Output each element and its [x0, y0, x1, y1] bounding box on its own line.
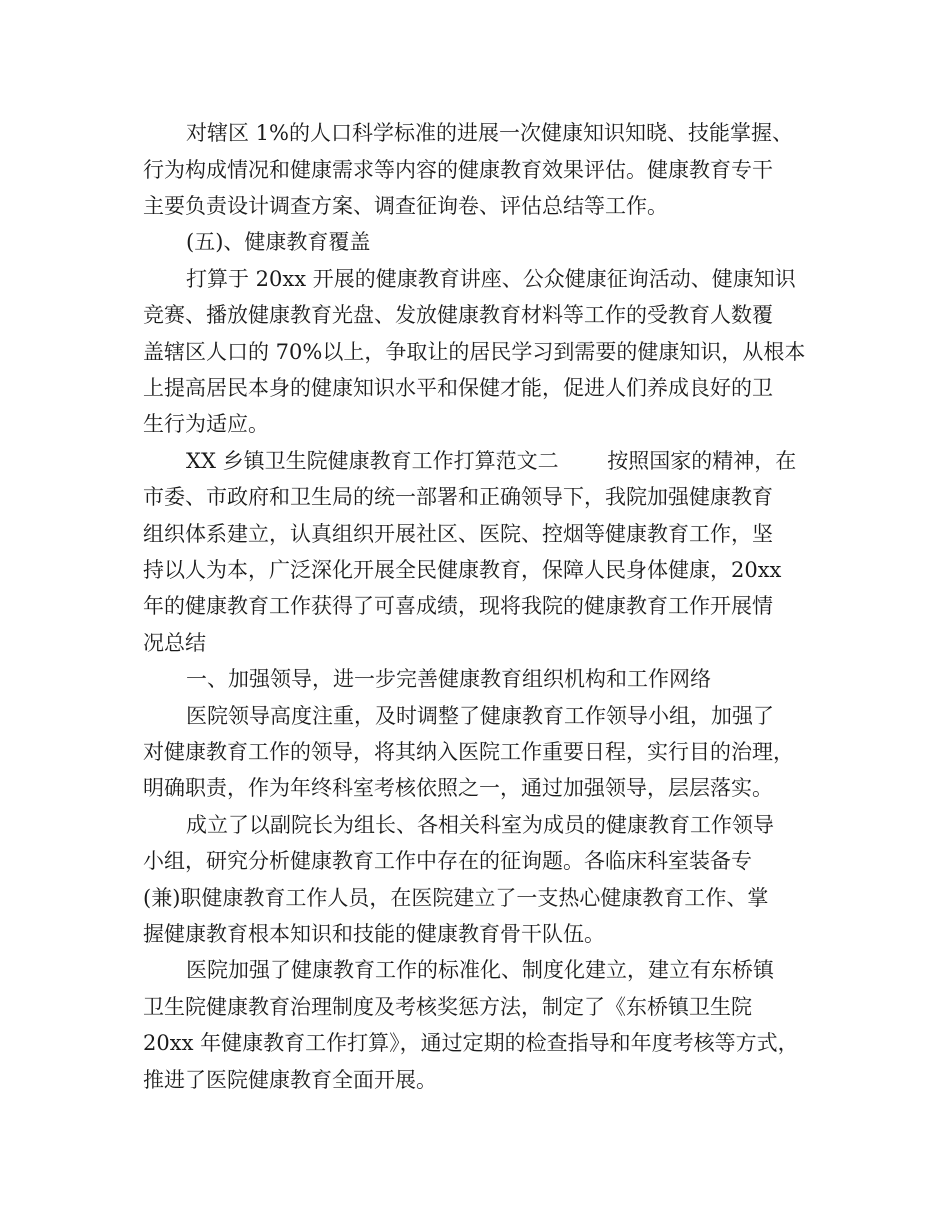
text-line: 行为构成情况和健康需求等内容的健康教育效果评估。健康教育专干: [143, 158, 773, 182]
text-line: 上提高居民本身的健康知识水平和保健才能，促进人们养成良好的卫: [143, 376, 773, 400]
text-line: 明确职责，作为年终科室考核依照之一，通过加强领导，层层落实。: [143, 776, 773, 800]
text-line: (兼)职健康教育工作人员，在医院建立了一支热心健康教育工作、掌: [143, 886, 769, 910]
text-line: 市委、市政府和卫生局的统一部署和正确领导下，我院加强健康教育: [143, 485, 773, 509]
text-line: 竞赛、播放健康教育光盘、发放健康教育材料等工作的受教育人数覆: [143, 303, 773, 327]
text-line: 打算于 20xx 开展的健康教育讲座、公众健康征询活动、健康知识: [186, 267, 796, 291]
text-line: 对健康教育工作的领导，将其纳入医院工作重要日程，实行目的治理，: [143, 740, 794, 764]
text-line: 持以人为本，广泛深化开展全民健康教育，保障人民身体健康，20xx: [143, 558, 782, 582]
section-heading: (五)、健康教育覆盖: [186, 230, 371, 254]
text-line: 卫生院健康教育治理制度及考核奖惩方法，制定了《东桥镇卫生院: [143, 995, 752, 1019]
text-line: 组织体系建立，认真组织开展社区、医院、控烟等健康教育工作，坚: [143, 522, 773, 546]
text-line: 对辖区 1%的人口科学标准的进展一次健康知识知晓、技能掌握、: [186, 121, 793, 145]
section-heading: 一、加强领导，进一步完善健康教育组织机构和工作网络: [186, 667, 711, 691]
text-line: 主要负责设计调查方案、调查征询卷、评估总结等工作。: [143, 194, 668, 218]
text-line: 成立了以副院长为组长、各相关科室为成员的健康教育工作领导: [186, 813, 774, 837]
text-line: 医院领导高度注重，及时调整了健康教育工作领导小组，加强了: [186, 704, 774, 728]
text-line: 医院加强了健康教育工作的标准化、制度化建立，建立有东桥镇: [186, 958, 774, 982]
text-line: XX 乡镇卫生院健康教育工作打算范文二 按照国家的精神，在: [186, 449, 797, 473]
text-line: 生行为适应。: [143, 412, 269, 436]
text-line: 盖辖区人口的 70%以上，争取让的居民学习到需要的健康知识，从根本: [143, 340, 806, 364]
text-line: 握健康教育根本知识和技能的健康教育骨干队伍。: [143, 922, 605, 946]
text-line: 小组，研究分析健康教育工作中存在的征询题。各临床科室装备专: [143, 849, 752, 873]
text-line: 年的健康教育工作获得了可喜成绩，现将我院的健康教育工作开展情: [143, 594, 773, 618]
text-line: 况总结: [143, 631, 206, 655]
text-line: 推进了医院健康教育全面开展。: [143, 1068, 437, 1092]
text-line: 20xx 年健康教育工作打算》，通过定期的检查指导和年度考核等方式，: [143, 1031, 799, 1055]
